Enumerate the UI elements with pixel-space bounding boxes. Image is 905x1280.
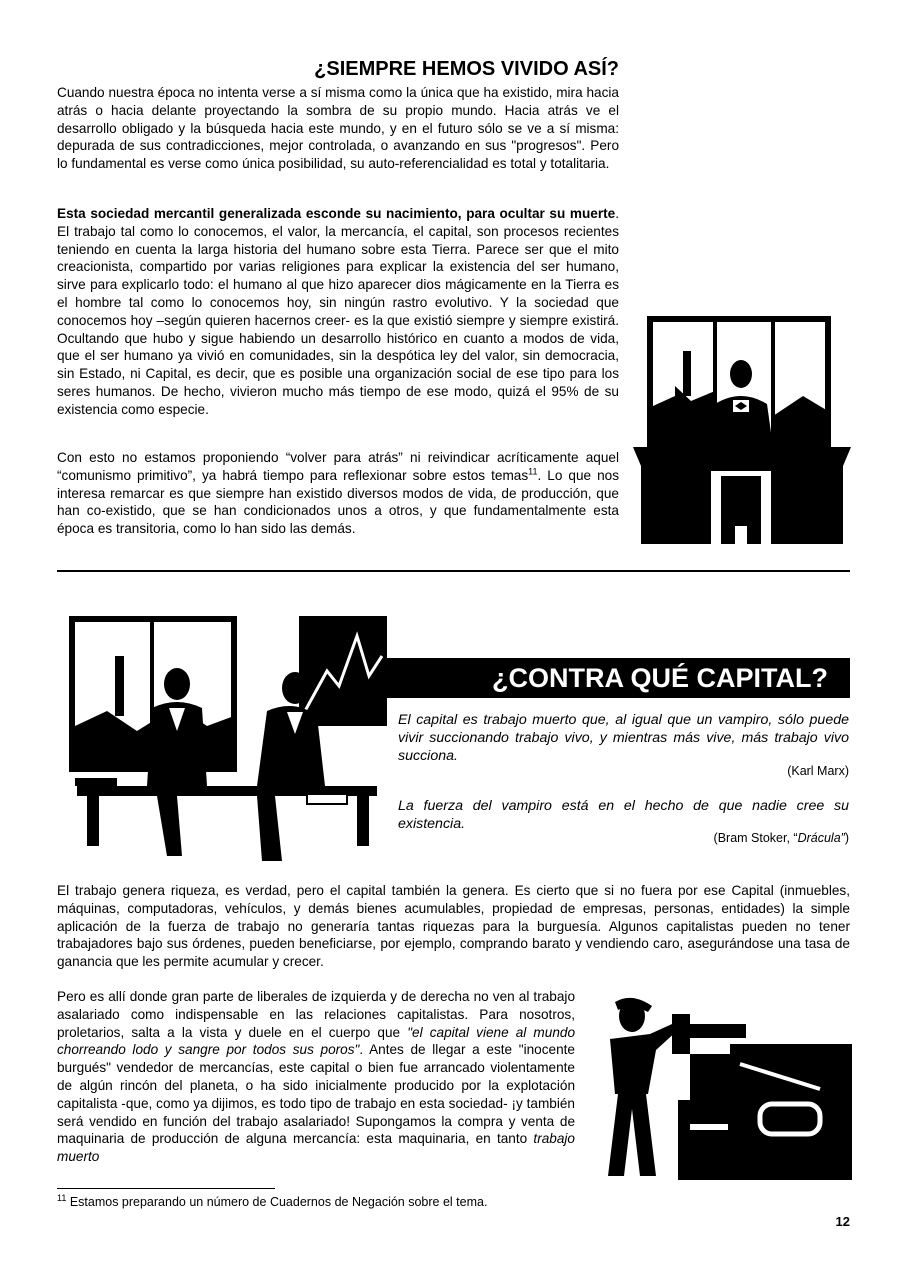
footnote-ref-11: 11 <box>528 466 538 477</box>
stoker-attr-a: (Bram Stoker, “ <box>713 831 798 845</box>
worker-machine-illustration <box>590 994 852 1180</box>
paragraph-4: El trabajo genera riqueza, es verdad, pero el capital también la genera. Es cierto que si no fuera por ese Capital (inmuebles, máquinas, computadoras, vehículos, y demás bienes acumulables, propiedad de empresas, personas, entidades) la simple aplicación de la fuerza de trabajo no generaría tantas riquezas para la burguesía. Algunos capitalistas pueden no tener trabajadores bajo sus órdenes, pueden beneficiarse, por ejemplo, comprando barato y vendiendo caro, asegurándose una tasa de ganancia que les permite acumular y crecer. <box>57 883 850 970</box>
paragraph-2-bold: Esta sociedad mercantil generalizada esconde su nacimiento, para ocultar su muerte <box>57 206 616 221</box>
footnote-11 <box>57 1192 488 1209</box>
stoker-attr-c: ) <box>844 831 849 845</box>
paragraph-5 <box>57 988 575 1166</box>
paragraph-3 <box>57 449 619 538</box>
paragraph-5-quote: "el capital viene al mundo chorreando lodo y sangre por todos sus poros" <box>57 1024 576 1058</box>
section-title-capital: ¿CONTRA QUÉ CAPITAL? <box>384 658 850 698</box>
footnote-number: 11 <box>57 1192 67 1203</box>
section-divider <box>57 570 850 572</box>
paragraph-1: Cuando nuestra época no intenta verse a sí misma como la única que ha existido, mira hacia atrás o hacia delante proyectando la sombra de su propio mundo. Hacia atrás ve el desarrollo obligado y la búsqueda hacia este mundo, y en el futuro sólo se ve a sí misma: depurada de sus contradicciones, mejor controlada, o avanzando en sus "progresos". Pero lo fundamental es verse como única posibilidad, su auto-referencialidad es total y totalitaria. <box>57 85 619 172</box>
paragraph-5-b: . Antes de llegar a este "inocente burgués" vendedor de mercancías, este capital o bien fue arrancado violentamente de algún rincón del planeta, o ha sido inicialmente producido por la explotación capitalista -que, como ya dijimos, es todo tipo de trabajo en esta sociedad- ¡y también será vendido en función del trabajo asalariado! Supongamos la compra y venta de maquinaria de producción de alguna mercancía: esta maquinaria, en tanto <box>57 1042 575 1147</box>
paragraph-5-italic-end: trabajo muerto <box>57 1131 575 1165</box>
section-title-siempre: ¿SIEMPRE HEMOS VIVIDO ASÍ? <box>314 58 619 80</box>
quote-stoker-attribution <box>398 831 849 845</box>
paragraph-3-a: Con esto no estamos proponiendo “volver para atrás” ni reivindicar acríticamente aquel “comunismo primitivo”, ya habrá tiempo para reflexionar sobre estos temas <box>57 450 619 483</box>
businessmen-bench-illustration <box>57 616 387 868</box>
page-number: 12 <box>835 1214 850 1229</box>
quote-marx: El capital es trabajo muerto que, al igual que un vampiro, sólo puede vivir succionando trabajo vivo, y mientras más vive, más trabajo vivo succiona. <box>398 712 849 764</box>
executive-desk-illustration <box>633 316 851 544</box>
paragraph-2 <box>57 205 619 419</box>
quote-stoker: La fuerza del vampiro está en el hecho de que nadie cree su existencia. <box>398 798 849 832</box>
paragraph-2-rest: . El trabajo tal como lo conocemos, el valor, la mercancía, el capital, son procesos recientes teniendo en cuenta la larga historia del humano sobre esta Tierra. Parece ser que el mito creacionista, compartido por varias religiones para explicar la existencia del ser humano, sirve para explicarlo todo: el humano al que hizo aparecer dios mágicamente en la Tierra es el hombre tal como lo conocemos hoy, sin ningún rastro evolutivo. Y la sociedad que conocemos hoy –según quieren hacernos creer- es la que existió siempre y siempre existirá. Ocultando que hubo y sigue habiendo un desarrollo histórico en cuanto a modos de vida, que el ser humano ya vivió en comunidades, sin la despótica ley del valor, sin democracia, sin Estado, ni Capital, es decir, que es posible una organización social de ese tipo para los seres humanos. De hecho, vivieron mucho más tiempo de ese modo, quizá el 95% de su existencia como especie. <box>57 206 619 417</box>
footnote-text: Estamos preparando un número de Cuadernos de Negación sobre el tema. <box>66 1195 488 1209</box>
footnote-rule <box>57 1188 275 1189</box>
stoker-attr-title: Drácula” <box>797 831 845 845</box>
quote-marx-attribution: (Karl Marx) <box>787 764 849 778</box>
paragraph-5-a: Pero es allí donde gran parte de liberales de izquierda y de derecha no ven al trabajo asalariado como indispensable en las relaciones capitalistas. Para nosotros, proletarios, salta a la vista y duele en el cuerpo que <box>57 989 575 1040</box>
paragraph-3-b: . Lo que nos interesa remarcar es que siempre han existido diversos modos de vida, de producción, que han co-existido, que se han condicionados unos a otros, y que fundamentalmente esta época es transitoria, como lo han sido las demás. <box>57 467 620 537</box>
